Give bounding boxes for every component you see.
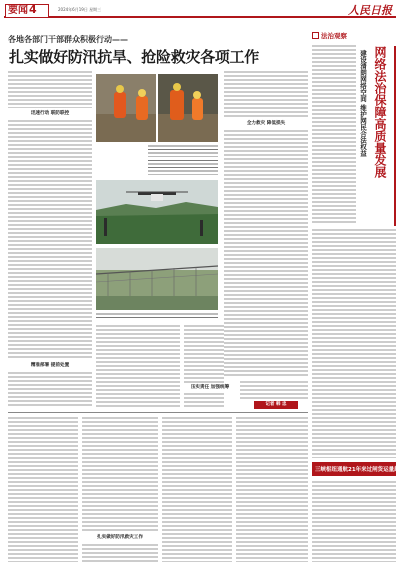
section-divider — [8, 412, 308, 413]
column-logo-icon — [312, 32, 319, 39]
body-text-col1a — [8, 70, 92, 108]
right-red-rule — [394, 46, 396, 226]
body-text-col1b — [8, 119, 92, 359]
issue-date: 2024年6月19日 星期三 — [58, 7, 102, 12]
right-text-bottom — [312, 480, 396, 562]
photo-caption-1 — [148, 144, 218, 176]
rescue-photo — [96, 74, 218, 142]
body-text-col1c — [8, 371, 92, 408]
body-text-col2b — [184, 324, 224, 408]
lower-text-col2 — [82, 416, 158, 532]
ad-banner — [312, 462, 418, 476]
body-text-col2a — [96, 324, 180, 408]
drone-photo — [96, 180, 218, 244]
right-text-top — [312, 44, 356, 224]
irrigation-photo — [96, 248, 218, 310]
subhead-1: 迅速行动 联防联控 — [8, 110, 92, 118]
page-number: 4 — [29, 3, 37, 16]
subhead-2: 全力救灾 降低损失 — [224, 120, 308, 128]
author-tag: 记者 韩 忠 — [254, 401, 298, 409]
body-text-col3a — [224, 70, 308, 118]
article-kicker: 各地各部门干部群众积极行动—— — [8, 35, 128, 44]
newspaper-masthead: 人民日报 — [348, 4, 392, 17]
ad-banner-text: 三峡枢纽通航21年来过闸货运量超21亿吨 — [315, 467, 418, 473]
photo-caption-2 — [96, 312, 218, 320]
page-header — [0, 0, 400, 22]
lower-text-col4 — [236, 416, 308, 562]
lower-subhead: 扎实做好防汛救灾工作 — [82, 534, 158, 542]
column-logo — [312, 31, 392, 41]
lower-text-col2b — [82, 543, 158, 562]
section-label: 要闻 — [5, 4, 49, 18]
body-text-col3b — [224, 129, 308, 377]
lower-text-col1 — [8, 416, 78, 562]
article-headline: 扎实做好防汛抗旱、抢险救灾各项工作 — [9, 48, 259, 66]
right-text-middle — [312, 228, 396, 458]
subhead-4: 压实责任 加强统筹 — [180, 384, 240, 392]
right-vertical-title: 网络法治保障高质量发展 — [373, 46, 387, 178]
column-logo-label: 法治观察 — [321, 32, 347, 40]
right-vertical-subtitle: 建设清朗网络空间 维护网民合法权益 — [359, 50, 367, 157]
lower-text-col3 — [162, 416, 232, 562]
subhead-3: 精准部署 提前处置 — [8, 362, 92, 370]
body-text-col3c — [240, 380, 308, 400]
